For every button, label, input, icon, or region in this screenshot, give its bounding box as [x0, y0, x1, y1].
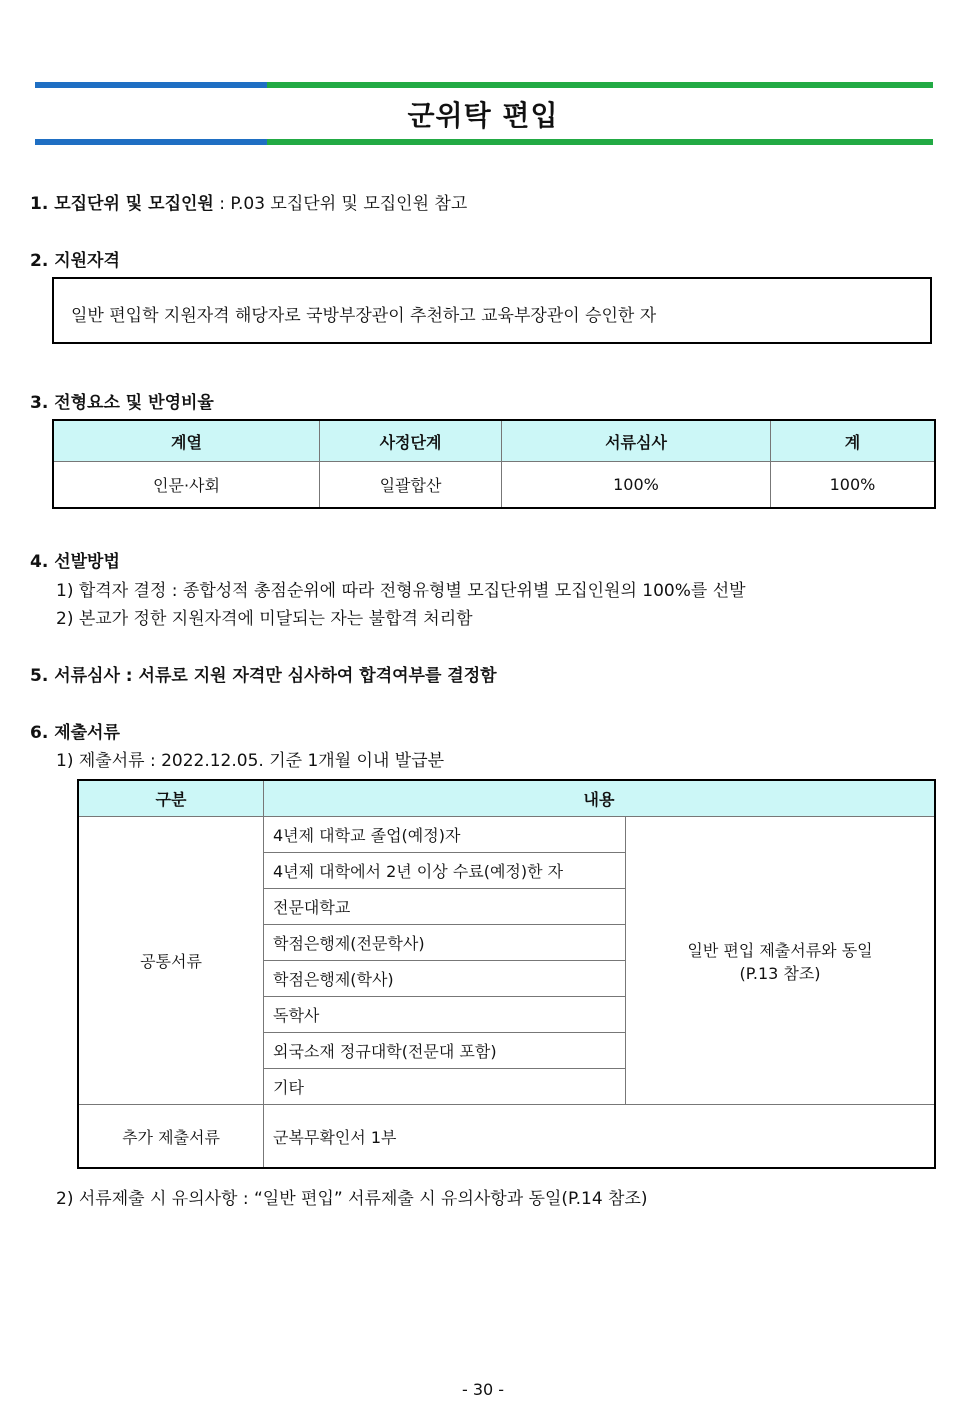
ratio-header: 계: [771, 420, 936, 462]
page-title: 군위탁 편입: [407, 99, 559, 132]
ratio-header: 계열: [53, 420, 320, 462]
selection-item: 1) 합격자 결정 : 종합성적 총점순위에 따라 전형유형별 모집단위별 모집인원의 100%를 선발: [56, 581, 746, 601]
ratio-header: 사정단계: [320, 420, 502, 462]
section-2-heading: 2. 지원자격: [30, 251, 120, 271]
documents-header: 구분: [78, 780, 264, 817]
section-1-heading: 1. 모집단위 및 모집인원: [30, 194, 214, 214]
section-1: [30, 189, 467, 214]
common-doc-item: 4년제 대학교 졸업(예정)자: [264, 817, 626, 853]
ratio-cell: 100%: [771, 462, 936, 509]
ratio-cell: 100%: [502, 462, 771, 509]
section-3-heading: 3. 전형요소 및 반영비율: [30, 393, 214, 413]
common-docs-label: 공통서류: [78, 817, 264, 1105]
ratio-table: [52, 419, 936, 509]
page-number: - 30 -: [461, 1380, 505, 1399]
common-docs-note: 일반 편입 제출서류와 동일 (P.13 참조): [626, 817, 936, 1105]
documents-item-1: 1) 제출서류 : 2022.12.05. 기준 1개월 이내 발급분: [56, 751, 445, 771]
common-doc-item: 전문대학교: [264, 889, 626, 925]
title-rule-top: [35, 82, 933, 88]
selection-item: 2) 본교가 정한 지원자격에 미달되는 자는 불합격 처리함: [56, 609, 473, 629]
title-rule-bottom: [35, 139, 933, 145]
extra-docs-value: 군복무확인서 1부: [264, 1105, 936, 1169]
section-1-text: : P.03 모집단위 및 모집인원 참고: [213, 194, 468, 214]
ratio-cell: 인문·사회: [53, 462, 320, 509]
eligibility-box: [52, 277, 932, 344]
common-doc-item: 기타: [264, 1069, 626, 1105]
common-doc-item: 4년제 대학에서 2년 이상 수료(예정)한 자: [264, 853, 626, 889]
documents-item-2: 2) 서류제출 시 유의사항 : “일반 편입” 서류제출 시 유의사항과 동일(P.14 참조): [56, 1189, 648, 1209]
section-4-heading: 4. 선발방법: [30, 552, 120, 572]
documents-header: 내용: [264, 780, 936, 817]
extra-docs-label: 추가 제출서류: [78, 1105, 264, 1169]
ratio-cell: 일괄합산: [320, 462, 502, 509]
section-5-heading: 5. 서류심사 : 서류로 지원 자격만 심사하여 합격여부를 결정함: [30, 666, 497, 686]
documents-table: [77, 779, 936, 1169]
section-6-heading: 6. 제출서류: [30, 723, 120, 743]
ratio-header: 서류심사: [502, 420, 771, 462]
eligibility-text: 일반 편입학 지원자격 해당자로 국방부장관이 추천하고 교육부장관이 승인한 자: [71, 306, 657, 326]
common-doc-item: 학점은행제(학사): [264, 961, 626, 997]
common-doc-item: 독학사: [264, 997, 626, 1033]
common-doc-item: 외국소재 정규대학(전문대 포함): [264, 1033, 626, 1069]
common-doc-item: 학점은행제(전문학사): [264, 925, 626, 961]
